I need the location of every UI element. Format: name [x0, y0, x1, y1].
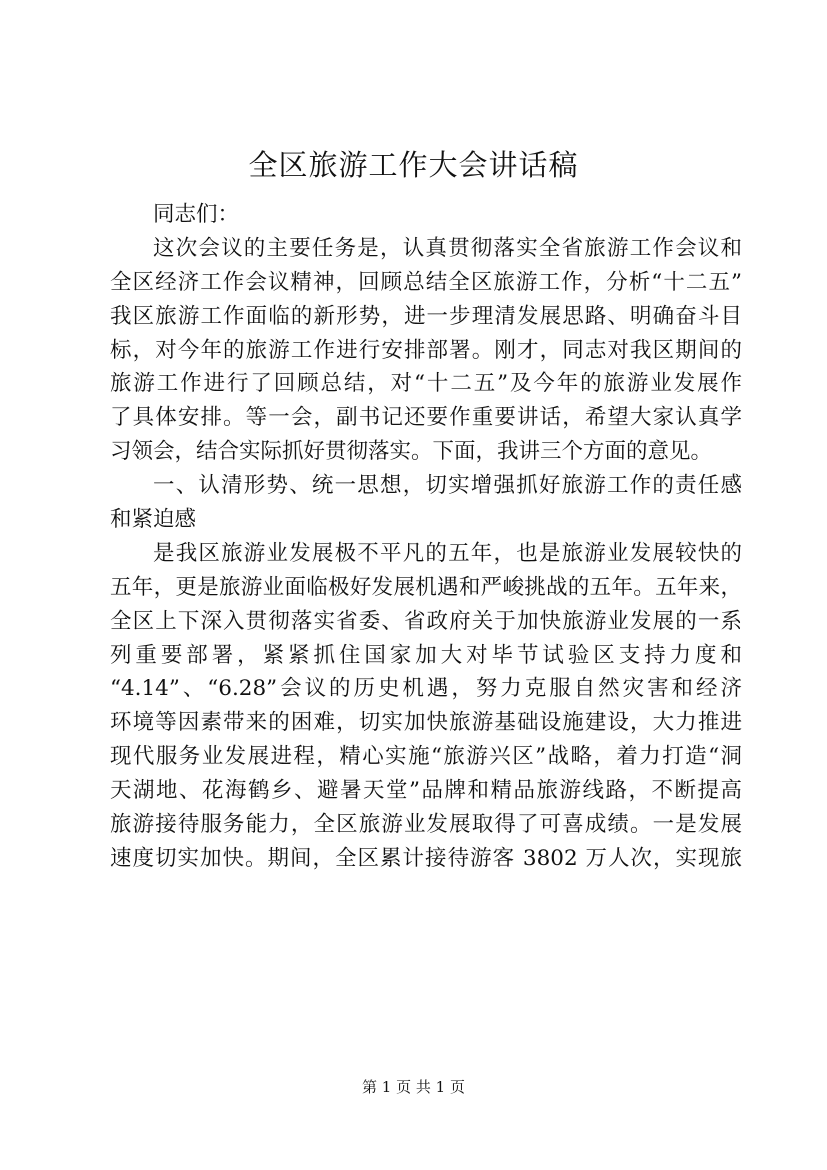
document-title: 全区旅游工作大会讲话稿	[248, 148, 579, 182]
page-footer: 第 1 页 共 1 页	[362, 1078, 465, 1096]
paragraph-3-line-5: “4.14”、“6.28”会议的历史机遇，努力克服自然灾害和经济	[110, 676, 742, 702]
paragraph-3-line-2: 五年，更是旅游业面临极好发展机遇和严峻挑战的五年。五年来，	[110, 574, 742, 600]
paragraph-3-line-1: 是我区旅游业发展极不平凡的五年，也是旅游业发展较快的	[153, 540, 742, 566]
paragraph-1-line-2: 全区经济工作会议精神，回顾总结全区旅游工作，分析“十二五”	[110, 269, 742, 295]
paragraph-3-line-10: 速度切实加快。期间，全区累计接待游客 3802 万人次，实现旅	[110, 845, 742, 871]
paragraph-1-line-7: 习领会，结合实际抓好贯彻落实。下面，我讲三个方面的意见。	[110, 439, 713, 465]
section-heading-line-2: 和紧迫感	[110, 507, 197, 533]
paragraph-1-line-6: 了具体安排。等一会，副书记还要作重要讲话，希望大家认真学	[110, 405, 742, 431]
paragraph-1-line-5: 旅游工作进行了回顾总结，对“十二五”及今年的旅游业发展作	[110, 371, 742, 397]
paragraph-3-line-4: 列重要部署，紧紧抓住国家加大对毕节试验区支持力度和	[110, 642, 742, 668]
greeting-line: 同志们：	[153, 202, 240, 227]
paragraph-3-line-3: 全区上下深入贯彻落实省委、省政府关于加快旅游业发展的一系	[110, 608, 742, 634]
paragraph-3-line-6: 环境等因素带来的困难，切实加快旅游基础设施建设，大力推进	[110, 710, 742, 736]
paragraph-3-line-9: 旅游接待服务能力，全区旅游业发展取得了可喜成绩。一是发展	[110, 812, 742, 838]
paragraph-3-line-7: 现代服务业发展进程，精心实施“旅游兴区”战略，着力打造“洞	[110, 744, 742, 770]
paragraph-3-line-8: 天湖地、花海鹤乡、避暑天堂”品牌和精品旅游线路，不断提高	[110, 778, 742, 804]
paragraph-1-line-1: 这次会议的主要任务是，认真贯彻落实全省旅游工作会议和	[153, 235, 742, 261]
paragraph-1-line-3: 我区旅游工作面临的新形势，进一步理清发展思路、明确奋斗目	[110, 303, 742, 329]
section-heading-line-1: 一、认清形势、统一思想，切实增强抓好旅游工作的责任感	[153, 473, 742, 499]
document-body	[110, 198, 742, 876]
paragraph-1-line-4: 标，对今年的旅游工作进行安排部署。刚才，同志对我区期间的	[110, 337, 742, 363]
